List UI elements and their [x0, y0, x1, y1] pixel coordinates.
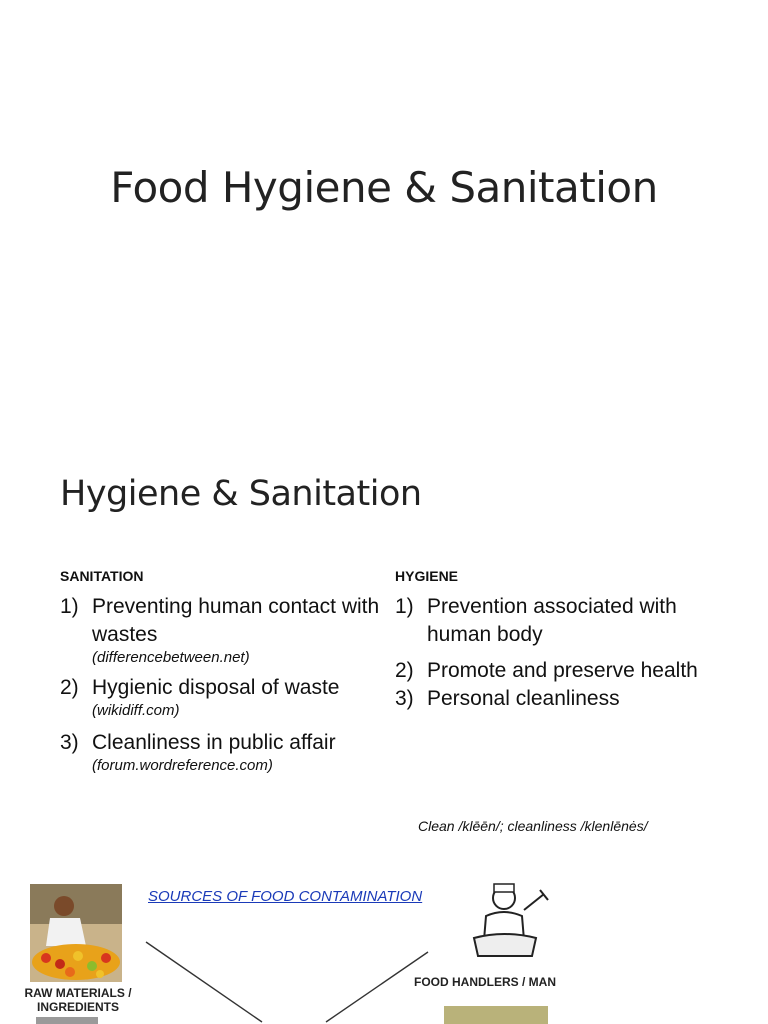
source-citation: (wikidiff.com): [92, 702, 180, 719]
pronunciation-note: Clean /klēēn/; cleanliness /klenlēnės/: [418, 818, 648, 834]
section-title: Hygiene & Sanitation: [60, 474, 422, 514]
sanitation-list: [60, 593, 380, 776]
partial-image: [444, 1006, 548, 1024]
hygiene-heading: HYGIENE: [395, 568, 459, 584]
arrow-line: [326, 952, 428, 1022]
list-item: 2) Promote and preserve health: [395, 659, 698, 682]
arrow-line: [146, 942, 262, 1022]
sanitation-heading: SANITATION: [60, 568, 144, 584]
list-item: 1) Prevention associated with human body: [395, 595, 677, 646]
slide-title: Food Hygiene & Sanitation: [110, 163, 658, 212]
diagram-arrows: [0, 930, 768, 1024]
food-handlers-label: FOOD HANDLERS / MAN: [414, 975, 556, 989]
diagram-title: SOURCES OF FOOD CONTAMINATION: [148, 888, 423, 905]
partial-image: [36, 1017, 98, 1024]
raw-materials-label: RAW MATERIALS / INGREDIENTS: [24, 986, 132, 1014]
list-item: 2) Hygienic disposal of waste (wikidiff.com): [60, 674, 380, 721]
source-citation: (differencebetween.net): [92, 649, 250, 666]
list-item: 1) Preventing human contact with wastes (differencebetween.net): [60, 595, 380, 666]
source-citation: (forum.wordreference.com): [92, 757, 273, 774]
list-item: 3) Personal cleanliness: [395, 687, 620, 710]
hygiene-list: [395, 593, 725, 713]
list-item: 3) Cleanliness in public affair (forum.wordreference.com): [60, 729, 380, 776]
